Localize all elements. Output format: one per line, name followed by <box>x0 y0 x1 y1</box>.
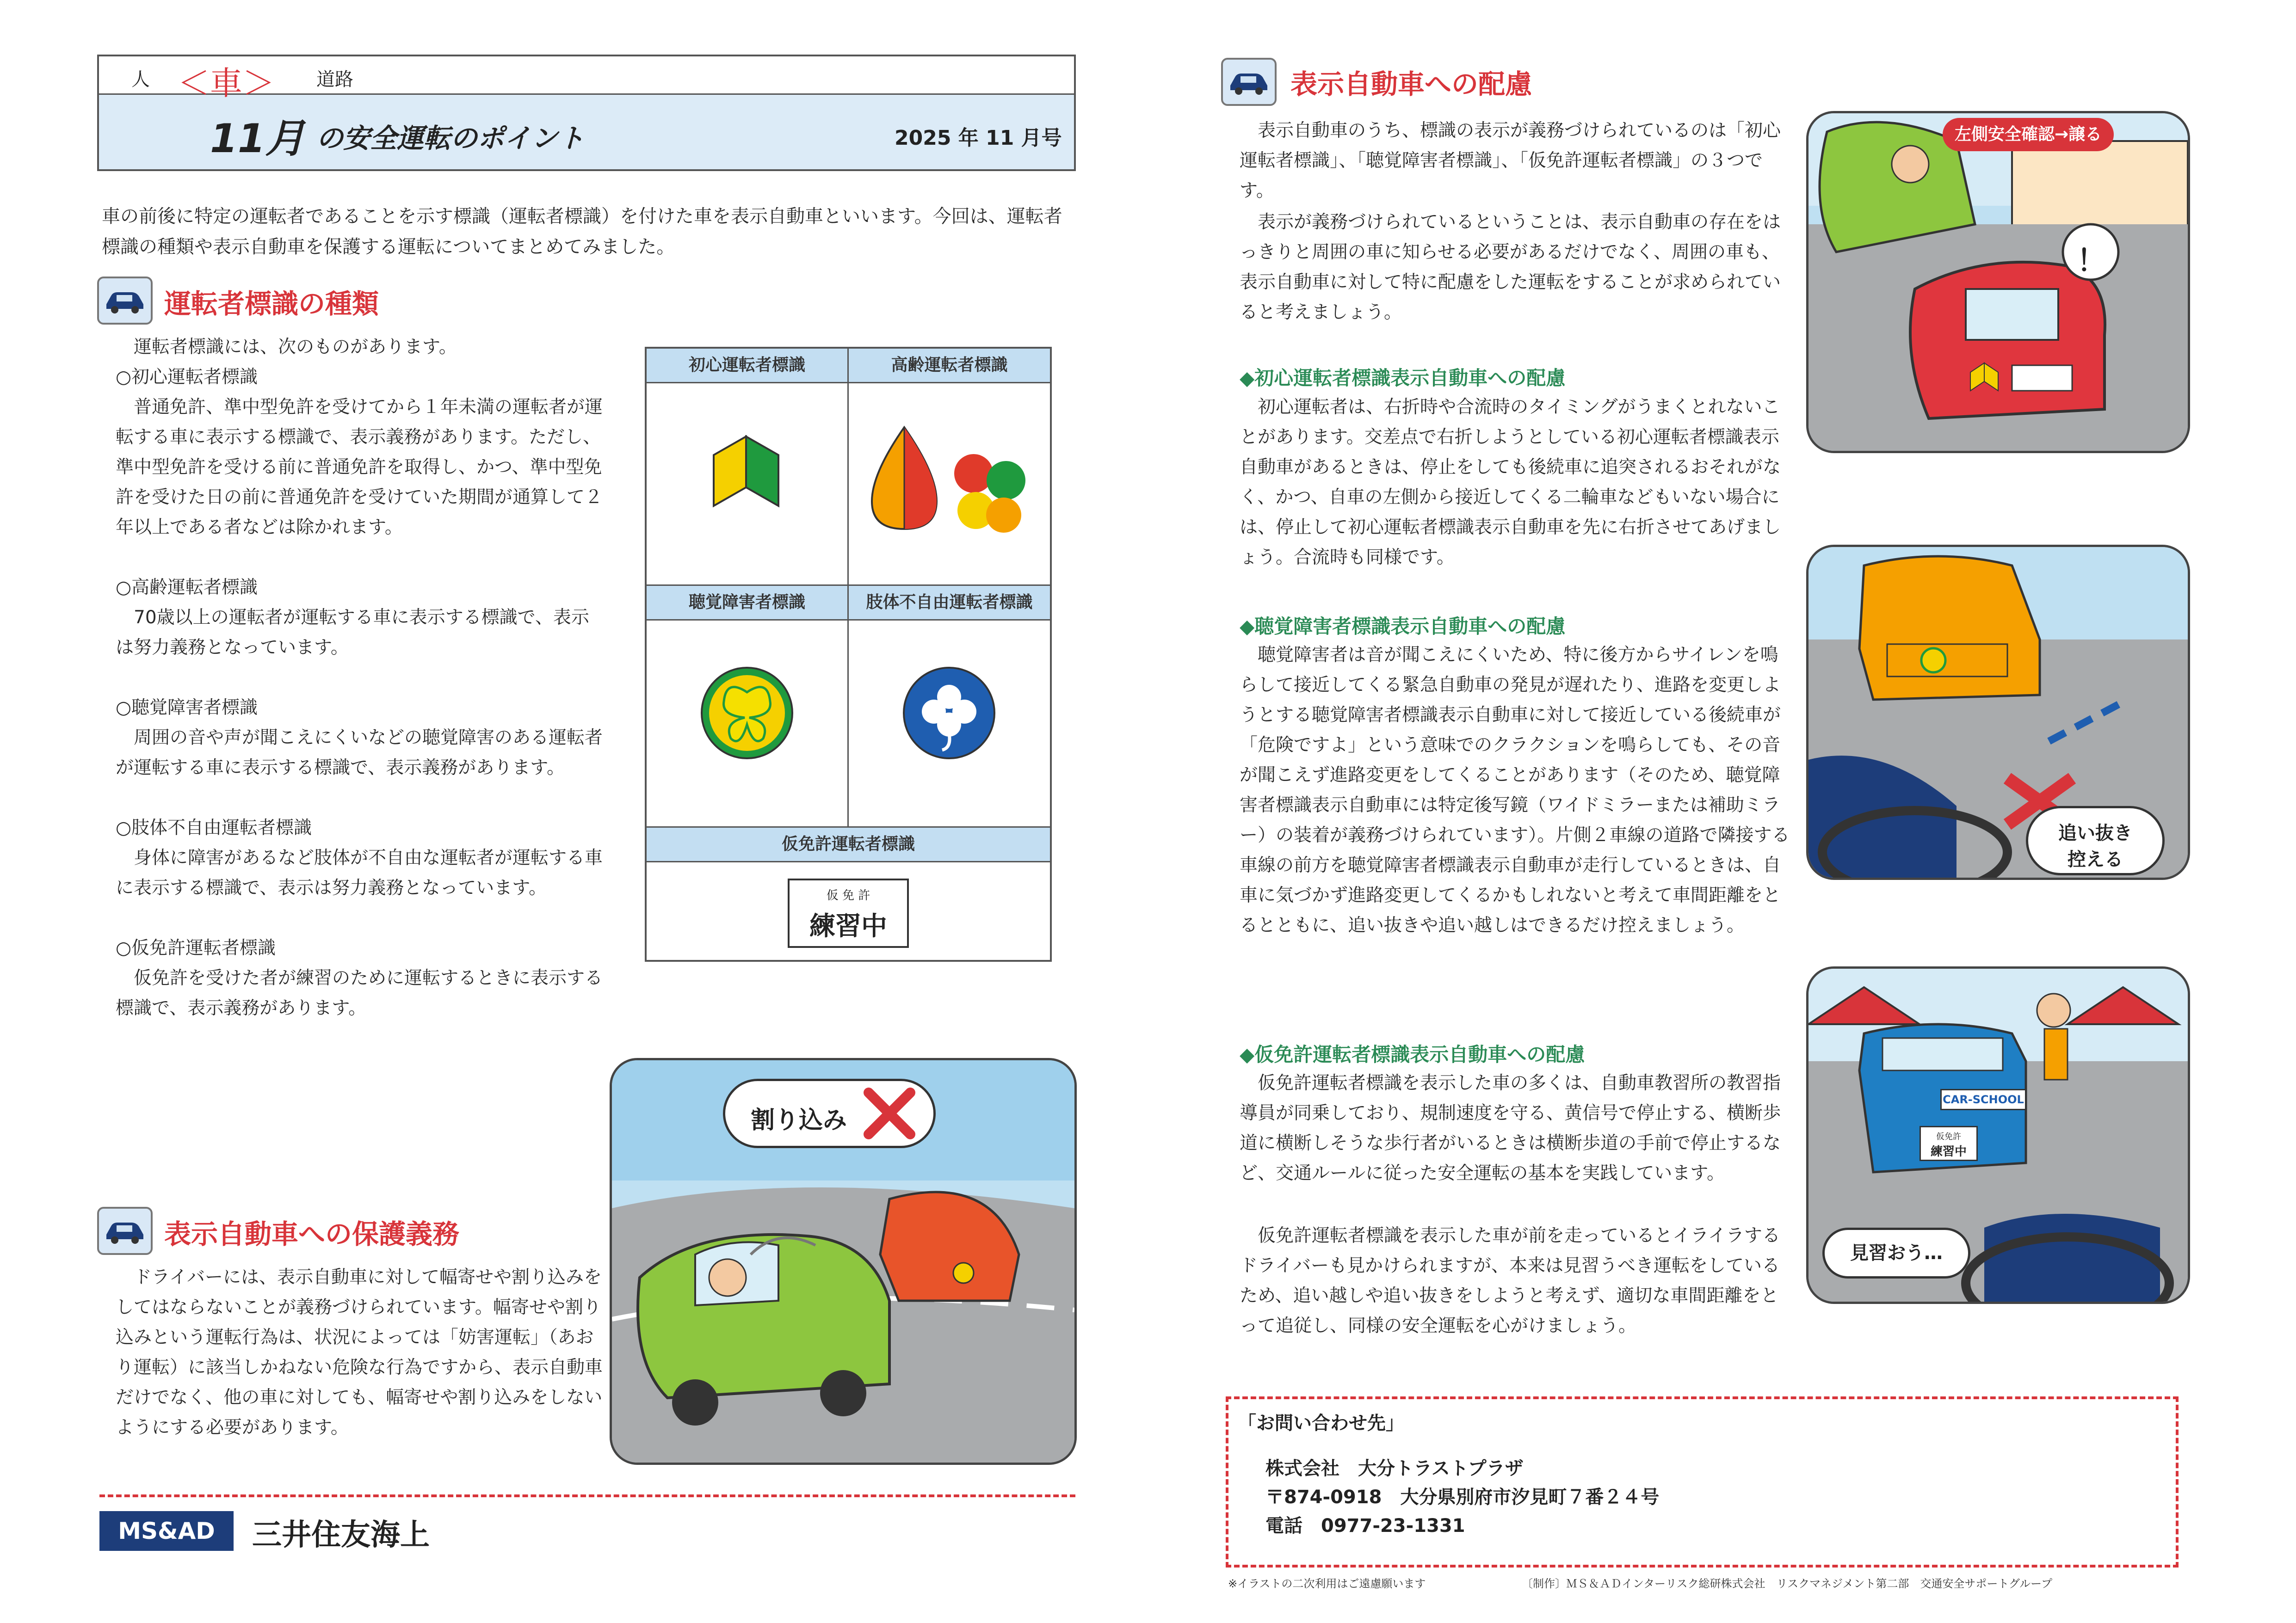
s1-line: ○初心運転者標識 <box>116 367 258 387</box>
header-title: の安全運転のポイント <box>316 123 585 154</box>
cutin-bubble-text: 割り込み <box>751 1107 847 1134</box>
note-right: 〔制作〕ＭＳ＆ＡＤインターリスク総研株式会社 リスクマネジメント第二部 交通安全サポートグループ <box>1522 1577 2052 1590</box>
contact-company: 株式会社 大分トラストプラザ <box>1265 1458 1524 1479</box>
ill3-bubble-text: 見習おう… <box>1850 1242 1943 1264</box>
note-left: ※イラストの二次利用はご遠慮願います <box>1228 1577 1426 1590</box>
provisional-plate-small: 仮 免 許 <box>826 889 870 903</box>
mark-provisional-label: 仮免許運転者標識 <box>647 828 1050 862</box>
hearing-mark-icon <box>698 664 796 762</box>
right-sub3: ◆仮免許運転者標識表示自動車への配慮 <box>1240 1043 1585 1066</box>
ill2-bubble-line1: 追い抜き <box>2058 823 2132 844</box>
right-section-car-icon <box>1221 58 1277 106</box>
right-sub1: ◆初心運転者標識表示自動車への配慮 <box>1240 367 1566 389</box>
ill3-plate-big: 練習中 <box>1930 1145 1967 1159</box>
ill1-label-text: 左側安全確認→譲る <box>1955 125 2102 144</box>
s1-line <box>116 663 606 693</box>
contact-phone: 電話 0977-23-1331 <box>1265 1515 1465 1537</box>
ill3-sign <box>1940 1089 2026 1110</box>
mark-hearing-label: 聴覚障害者標識 <box>647 586 847 621</box>
s1-line: 仮免許を受けた者が練習のために運転するときに表示する標識で、表示義務があります。 <box>116 968 603 1019</box>
mark-provisional-cell <box>647 828 1050 960</box>
brand-name: 三井住友海上 <box>252 1518 430 1552</box>
mark-disabled-cell <box>849 586 1050 828</box>
section1-title: 運転者標識の種類 <box>164 288 379 320</box>
s1-line: 運転者標識には、次のものがあります。 <box>116 337 457 357</box>
right-illustration-2 <box>1806 545 2190 880</box>
header-box <box>97 55 1076 171</box>
section2-text: ドライバーには、表示自動車に対して幅寄せや割り込みをしてはならないことが義務づけられています。幅寄せや割り込みという運転行為は、状況によっては「妨害運転」（あおり運転）に該当しかねない危険な行為ですから、表示自動車だけでなく、他の車に対しても、幅寄せや割り込みをしないようにする必要があります。 <box>116 1267 603 1438</box>
s1-line: 普通免許、準中型免許を受けてから１年未満の運転者が運転する車に表示する標識で、表示義務があります。ただし、準中型免許を受ける前に普通免許を取得し、かつ、準中型免許を受けた日の前に普通免許を受けていた期間が通算して２年以上である者などは除かれます。 <box>116 397 603 538</box>
elderly-mark-icon <box>867 423 1034 534</box>
ill3-bubble <box>1822 1228 1970 1279</box>
mark-beginner-cell <box>647 349 849 586</box>
cutin-bubble <box>723 1079 936 1148</box>
section1-text <box>116 332 606 1023</box>
marks-table <box>645 347 1052 962</box>
mark-disabled-label: 肢体不自由運転者標識 <box>849 586 1050 621</box>
contact-address: 〒874-0918 大分県別府市汐見町７番２４号 <box>1265 1487 1660 1508</box>
s1-line <box>116 903 606 933</box>
brand-box <box>99 1511 234 1551</box>
provisional-plate <box>788 879 909 948</box>
mark-elderly-label: 高齢運転者標識 <box>849 349 1050 383</box>
s1-line: 周囲の音や声が聞こえにくいなどの聴覚障害のある運転者が運転する車に表示する標識で、表示義務があります。 <box>116 727 603 778</box>
right-section-title: 表示自動車への配慮 <box>1290 68 1532 100</box>
ill1-exclamation: ！ <box>2077 244 2106 278</box>
right-p2: 表示が義務づけられているということは、表示自動車の存在をはっきりと周囲の車に知らせる必要があるだけでなく、周囲の車も、表示自動車に対して特に配慮をした運転をすることが求められていると考えましょう。 <box>1240 212 1781 323</box>
s1-line <box>116 783 606 813</box>
right-t4: 仮免許運転者標識を表示した車が前を走っているとイライラするドライバーも見かけられますが、本来は見習うべき運転をしているため、追い越しや追い抜きをしようと考えず、適切な車間距離をとって追従し、同様の安全運転を心がけましょう。 <box>1240 1225 1780 1336</box>
intersection-scene <box>1808 113 2188 451</box>
s1-line: ○聴覚障害者標識 <box>116 697 258 718</box>
right-illustration-1 <box>1806 111 2190 453</box>
mark-elderly-cell <box>849 349 1050 586</box>
car-icon <box>103 287 147 314</box>
cutin-illustration <box>610 1058 1077 1465</box>
s1-line: 身体に障害があるなど肢体が不自由な運転者が運転する車に表示する標識で、表示は努力義務となっています。 <box>116 848 603 898</box>
ill3-plate-small: 仮免許 <box>1936 1132 1961 1142</box>
ill2-bubble <box>2026 806 2165 875</box>
section2-title: 表示自動車への保護義務 <box>164 1218 460 1250</box>
beginner-mark-icon <box>704 427 788 520</box>
header-left-word: 人 <box>131 69 150 90</box>
cross-icon <box>859 1086 920 1141</box>
header-right-word: 道路 <box>316 69 353 90</box>
ill3-sign-text: CAR-SCHOOL <box>1943 1093 2024 1106</box>
right-p1: 表示自動車のうち、標識の表示が義務づけられているのは「初心運転者標識」、「聴覚障害者標識」、「仮免許運転者標識」の３つです。 <box>1240 120 1781 201</box>
s1-line: ○高齢運転者標識 <box>116 577 258 598</box>
s1-line: 70歳以上の運転者が運転する車に表示する標識で、表示は努力義務となっています。 <box>116 607 589 658</box>
intro-text: 車の前後に特定の運転者であることを示す標識（運転者標識）を付けた車を表示自動車といいます。今回は、運転者標識の種類や表示自動車を保護する運転についてまとめてみました。 <box>102 206 1062 258</box>
right-t1: 初心運転者は、右折時や合流時のタイミングがうまくとれないことがあります。交差点で右折しようとしている初心運転者標識表示自動車があるときは、停止をしても後続車に追突されるおそれがなく、かつ、自車の左側から接近してくる二輪車などもいない場合には、停止して初心運転者標識表示自動車を先に右折させてあげましょう。合流時も同様です。 <box>1240 397 1781 568</box>
section2-car-icon <box>97 1207 153 1255</box>
left-footer-divider <box>99 1494 1075 1497</box>
car-icon <box>103 1217 147 1245</box>
provisional-plate-big: 練習中 <box>809 911 887 941</box>
ill1-label <box>1943 118 2114 151</box>
right-t2: 聴覚障害者は音が聞こえにくいため、特に後方からサイレンを鳴らして接近してくる緊急自動車の発見が遅れたり、進路を変更しようとする聴覚障害者標識表示自動車に対して接近している後続車が「危険ですよ」という意味でのクラクションを鳴らしても、その音が聞こえず進路変更をしてくることがあります（そのため、聴覚障害者標識表示自動車には特定後写鏡（ワイドミラーまたは補助ミラー）の装着が義務づけられています）。片側２車線の道路で隣接する車線の前方を聴覚障害者標識表示自動車が走行しているときは、自車に気づかず進路変更してくるかもしれないと考えて車間距離をとるとともに、追い抜きや追い越しはできるだけ控えましょう。 <box>1240 645 1790 936</box>
ill3-plate <box>1920 1126 1978 1161</box>
header-issue: 2025 年 11 月号 <box>895 126 1062 150</box>
s1-line <box>116 542 606 572</box>
right-sub2: ◆聴覚障害者標識表示自動車への配慮 <box>1240 615 1566 638</box>
header-month: 11月 <box>210 116 305 162</box>
section1-car-icon <box>97 277 153 325</box>
contact-box <box>1226 1396 2179 1568</box>
disabled-mark-icon <box>901 664 998 762</box>
mark-beginner-label: 初心運転者標識 <box>647 349 847 383</box>
ill2-bubble-line2: 控える <box>2068 849 2123 870</box>
brand-box-text: MS&AD <box>118 1518 215 1544</box>
car-icon <box>1227 68 1271 96</box>
s1-line: ○肢体不自由運転者標識 <box>116 818 312 838</box>
right-illustration-3 <box>1806 966 2190 1304</box>
contact-label: 「お問い合わせ先」 <box>1238 1413 1404 1434</box>
right-t3: 仮免許運転者標識を表示した車の多くは、自動車教習所の教習指導員が同乗しており、規制速度を守る、黄信号で停止する、横断歩道に横断しそうな歩行者がいるときは横断歩道の手前で停止するなど、交通ルールに従った安全運転の基本を実践しています。 <box>1240 1073 1781 1184</box>
s1-line: ○仮免許運転者標識 <box>116 938 276 959</box>
header-center-word: ＜車＞ <box>178 64 275 102</box>
mark-hearing-cell <box>647 586 849 828</box>
